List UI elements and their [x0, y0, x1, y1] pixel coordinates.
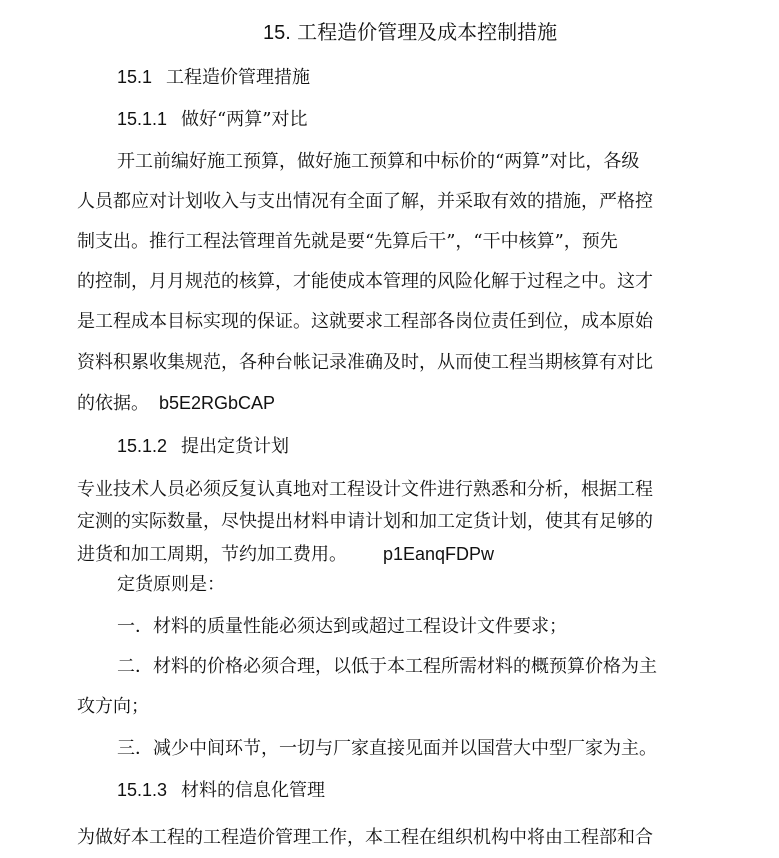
doc-code: p1EanqFDPw [383, 544, 495, 564]
paragraph-line: 人员都应对计划收入与支出情况有全面了解，并采取有效的措施，严格控 [77, 191, 653, 212]
heading-15-1-3: 15.1.3 材料的信息化管理 [117, 780, 326, 801]
principle-item: 二．材料的价格必须合理，以低于本工程所需材料的概预算价格为主 [117, 656, 657, 677]
principle-item: 三．减少中间环节，一切与厂家直接见面并以国营大中型厂家为主。 [117, 738, 657, 759]
section-title: 15. 工程造价管理及成本控制措施 [263, 20, 558, 44]
paragraph-line: 开工前编好施工预算，做好施工预算和中标价的“两算”对比，各级 [117, 151, 640, 172]
paragraph-line: 是工程成本目标实现的保证。这就要求工程部各岗位责任到位，成本原始 [77, 311, 653, 332]
paragraph-line: 的依据。 b5E2RGbCAP [77, 393, 276, 414]
paragraph-line: 的控制，月月规范的核算，才能使成本管理的风险化解于过程之中。这才 [77, 271, 653, 292]
heading-15-1: 15.1 工程造价管理措施 [117, 67, 311, 88]
heading-15-1-1: 15.1.1 做好“两算”对比 [117, 109, 308, 130]
heading-15-1-2: 15.1.2 提出定货计划 [117, 436, 290, 457]
paragraph-line: 定测的实际数量，尽快提出材料申请计划和加工定货计划，使其有足够的 [77, 511, 653, 532]
principle-item: 攻方向； [77, 696, 149, 717]
paragraph-line: 制支出。推行工程法管理首先就是要“先算后干”，“干中核算”，预先 [77, 231, 618, 252]
paragraph-line: 资料积累收集规范，各种台帐记录准确及时，从而使工程当期核算有对比 [77, 352, 653, 373]
paragraph-line: 进货和加工周期，节约加工费用。 p1EanqFDPw [77, 544, 495, 565]
principle-item: 一．材料的质量性能必须达到或超过工程设计文件要求； [117, 616, 567, 637]
paragraph-line: 为做好本工程的工程造价管理工作，本工程在组织机构中将由工程部和合 [77, 827, 653, 848]
paragraph-line: 专业技术人员必须反复认真地对工程设计文件进行熟悉和分析，根据工程 [77, 479, 653, 500]
doc-code: b5E2RGbCAP [159, 393, 276, 413]
paragraph-line: 定货原则是： [117, 574, 225, 595]
